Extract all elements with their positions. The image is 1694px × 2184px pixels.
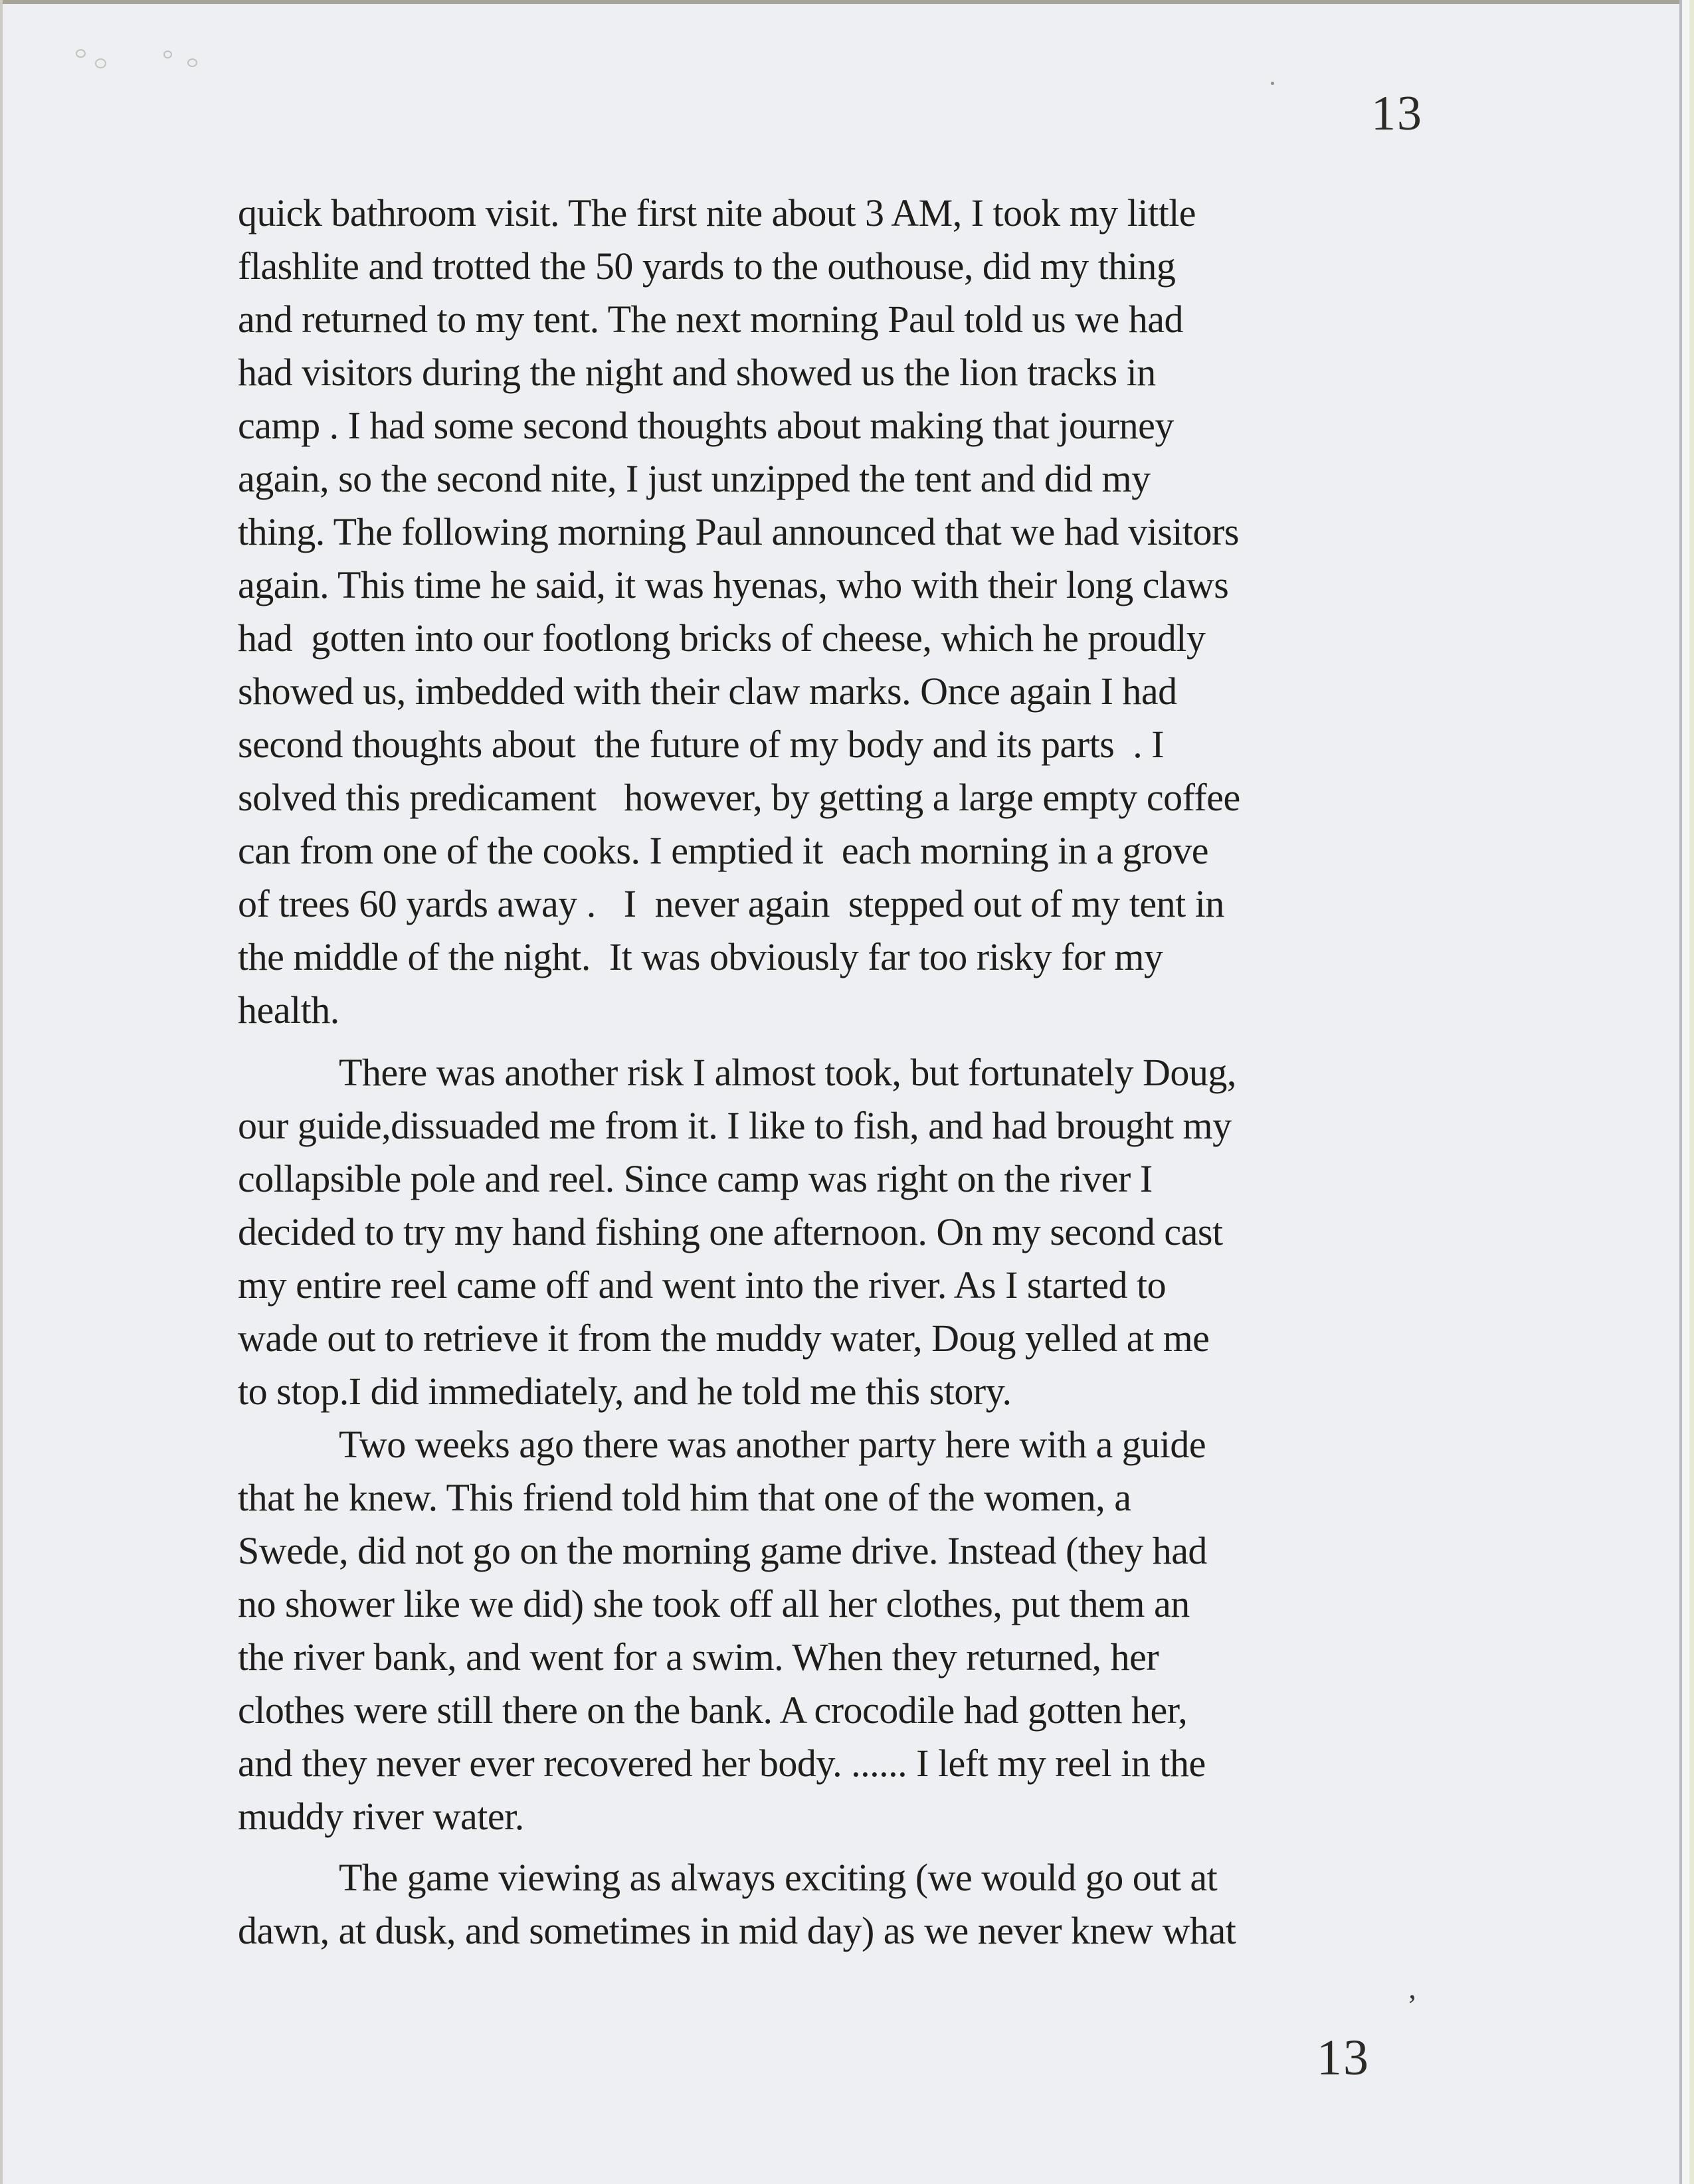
text-line: camp . I had some second thoughts about making that journey [238,404,1174,447]
text-line: the river bank, and went for a swim. When they returned, her [238,1635,1159,1679]
text-line: The game viewing as always exciting (we would go out at [339,1856,1218,1899]
paper-speck [163,50,172,58]
text-line: thing. The following morning Paul announced that we had visitors [238,510,1239,553]
text-line: second thoughts about the future of my body and its parts . I [238,723,1165,766]
text-line: the middle of the night. It was obviously far too risky for my [238,935,1163,978]
scan-edge-right-band [1689,0,1694,2184]
text-line: to stop.I did immediately, and he told me this story. [238,1370,1012,1413]
text-line: There was another risk I almost took, but fortunately Doug, [339,1051,1236,1094]
text-line: flashlite and trotted the 50 yards to the outhouse, did my thing [238,244,1176,288]
paper-speck [95,58,106,68]
text-line: Two weeks ago there was another party here with a guide [339,1423,1206,1466]
text-line: health. [238,988,339,1032]
text-line: showed us, imbedded with their claw marks. Once again I had [238,670,1177,713]
text-line: collapsible pole and reel. Since camp was right on the river I [238,1157,1153,1200]
paragraph [238,187,1427,1037]
text-line: of trees 60 yards away . I never again stepped out of my tent in [238,882,1224,925]
text-line: no shower like we did) she took off all her clothes, put them an [238,1582,1190,1625]
paper-speck [1271,82,1274,85]
scan-edge-top [0,0,1694,4]
text-line: again. This time he said, it was hyenas, who with their long claws [238,563,1229,606]
text-line: had gotten into our footlong bricks of cheese, which he proudly [238,616,1206,660]
text-line: decided to try my hand fishing one afternoon. On my second cast [238,1210,1223,1253]
text-line: again, so the second nite, I just unzipped the tent and did my [238,457,1151,500]
text-line: Swede, did not go on the morning game drive. Instead (they had [238,1529,1207,1572]
paper-speck [187,58,197,67]
footer-page-number-partial [1317,2030,1396,2086]
text-line: quick bathroom visit. The first nite about 3 AM, I took my little [238,191,1196,234]
paragraph [238,1418,1427,1843]
text-line: dawn, at dusk, and sometimes in mid day) as we never knew what [238,1909,1236,1952]
text-line: and returned to my tent. The next morning Paul told us we had [238,298,1183,341]
document-text [238,187,1427,2011]
scan-edge-left [0,0,3,2184]
text-line: that he knew. This friend told him that one of the women, a [238,1476,1131,1519]
text-line: can from one of the cooks. I emptied it each morning in a grove [238,829,1209,872]
paper-speck [76,49,86,58]
text-line: and they never ever recovered her body. ...... I left my reel in the [238,1742,1206,1785]
text-line: clothes were still there on the bank. A crocodile had gotten her, [238,1688,1188,1732]
text-line: muddy river water. [238,1795,524,1838]
paper-mark: ’ [1407,1988,1418,2022]
text-line: wade out to retrieve it from the muddy water, Doug yelled at me [238,1317,1210,1360]
footer-page-number-text: 13 [1317,2030,1370,2086]
page-number: 13 [1371,86,1423,141]
text-line: solved this predicament however, by getting a large empty coffee [238,776,1240,819]
scan-edge-right-white [1682,0,1689,2184]
text-line [238,1957,1427,2011]
paragraph [238,1046,1427,1418]
text-line: had visitors during the night and showed us the lion tracks in [238,351,1156,394]
text-line: my entire reel came off and went into the river. As I started to [238,1263,1167,1307]
text-line: our guide,dissuaded me from it. I like to fish, and had brought my [238,1104,1232,1147]
paragraph [238,1851,1427,2011]
